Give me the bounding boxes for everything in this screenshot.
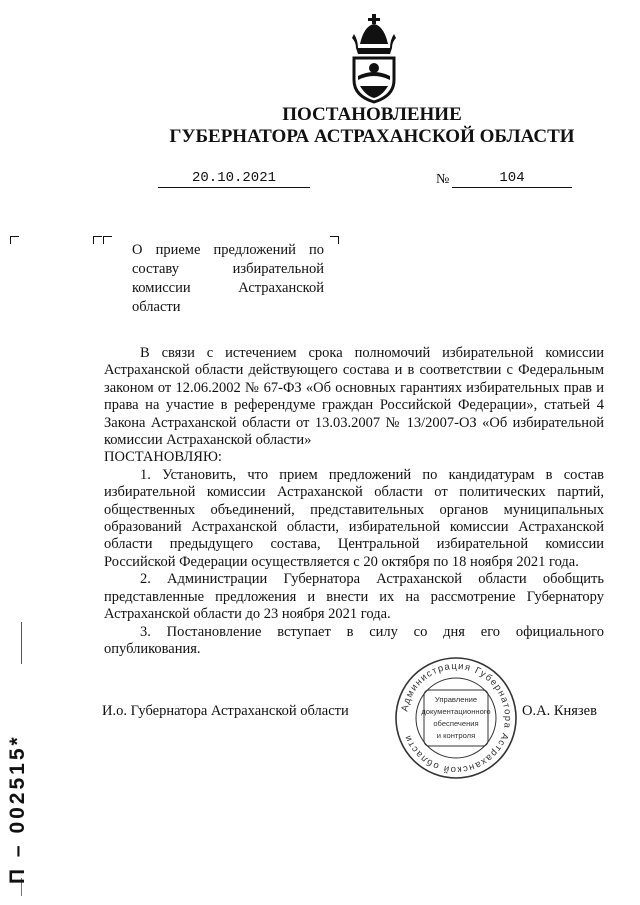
stamp-ring-text: Администрация Губернатора Астраханской области: [399, 660, 514, 776]
date-underline: [158, 187, 310, 188]
stamp-center-line: Управление: [434, 695, 478, 704]
coat-of-arms-icon: [346, 14, 402, 104]
subject-corner-mark: [330, 236, 339, 244]
decree-item: 3. Постановление вступает в силу со дня его официального опубликования.: [104, 623, 604, 657]
margin-corner-mark: [10, 236, 19, 244]
preamble-paragraph: В связи с истечением срока полномочий избирательной комиссии Астраханской области действующего состава и в соответствии с Федеральным законом от 12.06.2002 № 67-ФЗ «Об основных гарантиях избирательных прав и права на участие в референдуме граждан Российской Федерации», статьей 4 Закона Астраханской области от 13.03.2007 № 13/2007-ОЗ «Об избирательной комиссии Астраханской области»: [104, 345, 604, 449]
margin-line: [21, 622, 22, 664]
signatory-title: И.о. Губернатора Астраханской области: [102, 703, 349, 719]
document-type-title: ПОСТАНОВЛЕНИЕ: [282, 104, 462, 125]
subject-corner-mark: [93, 236, 102, 244]
decree-item: 2. Администрации Губернатора Астраханской области обобщить представленные предложения и внести их на рассмотрение Губернатору Астраханской области до 23 ноября 2021 года.: [104, 571, 604, 623]
registration-code: П – 002515*: [6, 734, 29, 884]
document-subject: О приеме предложений по составу избирательной комиссии Астраханской области: [132, 242, 324, 315]
stamp-center-line: документационного: [421, 707, 491, 716]
subject-corner-mark: [103, 236, 112, 244]
stamp-center-line: обеспечения: [433, 719, 479, 728]
document-date: 20.10.2021: [191, 170, 276, 186]
issuer-title: ГУБЕРНАТОРА АСТРАХАНСКОЙ ОБЛАСТИ: [169, 126, 575, 147]
decree-item: 1. Установить, что прием предложений по кандидатурам в состав избирательной комиссии Астраханской области от политических партий, общественных объединений, представительных органов муниципальных образований Астраханской области, избирательной комиссии Астраханской области предыдущего состава, Центральной избирательной комиссии Российской Федерации осуществляется с 20 октября по 18 ноября 2021 года.: [104, 466, 604, 570]
document-body: [104, 345, 604, 658]
signatory-name: О.А. Князев: [522, 703, 597, 719]
office-stamp: [394, 656, 518, 780]
stamp-center-line: и контроля: [436, 731, 476, 740]
number-label: №: [436, 172, 450, 187]
number-underline: [452, 187, 572, 188]
decree-word: ПОСТАНОВЛЯЮ:: [104, 449, 222, 466]
document-number: 104: [499, 170, 525, 186]
